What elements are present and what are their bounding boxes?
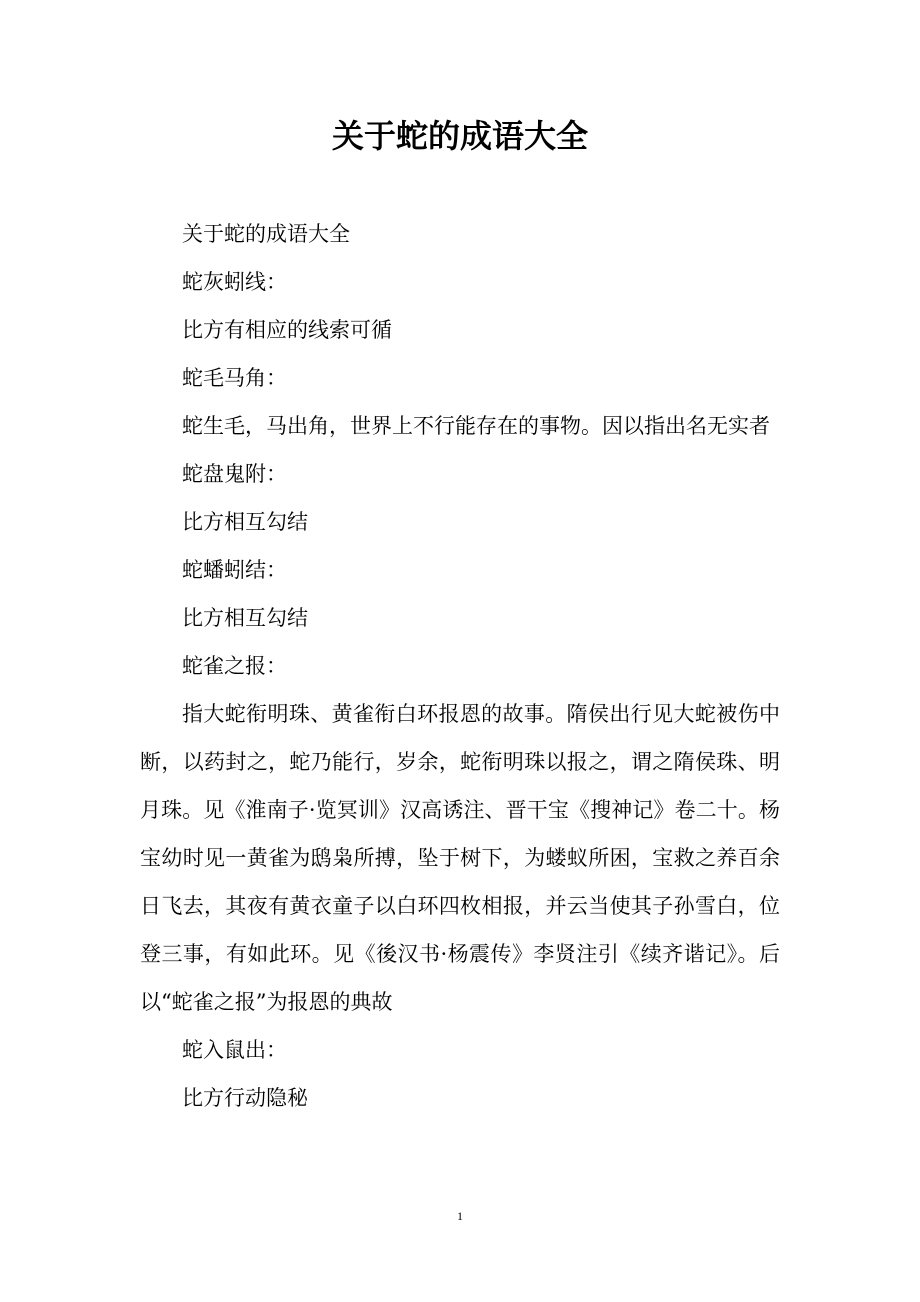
idiom-heading: 蛇盘鬼附： <box>182 462 287 486</box>
idiom-heading: 蛇雀之报： <box>182 654 287 678</box>
idiom-heading: 蛇灰蚓线： <box>182 270 287 294</box>
idiom-definition: 比方行动隐秘 <box>182 1086 308 1110</box>
page-number: 1 <box>457 1209 463 1223</box>
idiom-heading: 蛇入鼠出： <box>182 1038 287 1062</box>
paragraph: 关于蛇的成语大全 <box>182 222 350 246</box>
document-body <box>140 210 780 1122</box>
idiom-definition: 指大蛇衔明珠、黄雀衔白环报恩的故事。隋侯出行见大蛇被伤中断，以药封之，蛇乃能行，岁余，蛇衔明珠以报之，谓之隋侯珠、明月珠。见《淮南子·览冥训》汉高诱注、晋干宝《搜神记》卷二十。杨宝幼时见一黄雀为鸱枭所搏，坠于树下，为蝼蚁所困，宝救之养百余日飞去，其夜有黄衣童子以白环四枚相报，并云当使其子孙雪白，位登三事，有如此环。见《後汉书·杨震传》李贤注引《续齐谐记》。后以“蛇雀之报”为报恩的典故 <box>140 702 780 1014</box>
idiom-heading: 蛇毛马角： <box>182 366 287 390</box>
document-title: 关于蛇的成语大全 <box>331 117 588 155</box>
idiom-definition: 蛇生毛，马出角，世界上不行能存在的事物。因以指出名无实者 <box>182 414 770 438</box>
idiom-heading: 蛇蟠蚓结： <box>182 558 287 582</box>
idiom-definition: 比方相互勾结 <box>182 510 308 534</box>
idiom-definition: 比方相互勾结 <box>182 606 308 630</box>
idiom-definition: 比方有相应的线索可循 <box>182 318 392 342</box>
